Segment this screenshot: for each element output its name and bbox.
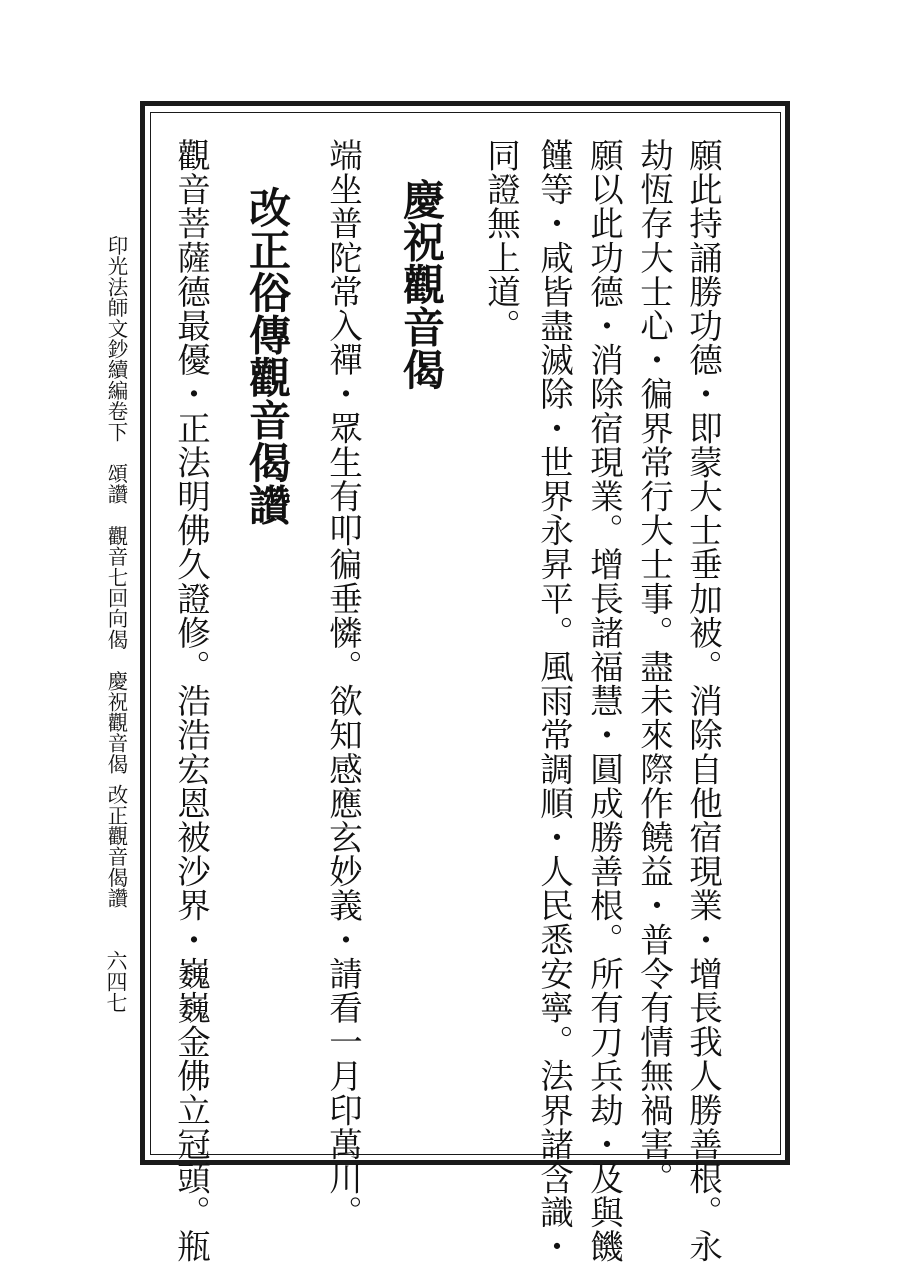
text-column-3: 願以此功德・消除宿現業。增長諸福慧・圓成勝善根。所有刀兵劫・及與饑 [584, 138, 624, 1264]
running-head-section-2: 慶祝觀音偈 [104, 670, 128, 775]
text-column-5: 同證無上道。 [481, 138, 521, 343]
text-column-6: 端坐普陀常入禪・眾生有叩徧垂憐。欲知感應玄妙義・請看一月印萬川。 [323, 138, 363, 1230]
running-head-section-1: 觀音七回向偈 [104, 525, 128, 650]
section-title-gaizheng: 改正俗傳觀音偈讚 [243, 186, 292, 526]
running-head [102, 235, 126, 908]
section-title-qingzhu: 慶祝觀音偈 [397, 178, 446, 391]
text-column-2: 劫恆存大士心・徧界常行大士事。盡未來際作饒益・普令有情無禍害。 [634, 138, 674, 1196]
text-column-4: 饉等・咸皆盡滅除・世界永昇平。風雨常調順・人民悉安寧。法界諸含識・ [534, 138, 574, 1264]
page-number: 六四七 [104, 950, 128, 1013]
running-head-section-3: 改正觀音偈讚 [104, 784, 128, 909]
running-head-book: 印光法師文鈔續編卷下 [104, 235, 128, 442]
running-head-category: 頌讚 [104, 463, 128, 505]
text-column-1: 願此持誦勝功德・即蒙大士垂加被。消除自他宿現業・增長我人勝善根。永 [683, 138, 723, 1264]
text-column-7: 觀音菩薩德最優・正法明佛久證修。浩浩宏恩被沙界・巍巍金佛立冠頭。瓶 [171, 138, 211, 1264]
